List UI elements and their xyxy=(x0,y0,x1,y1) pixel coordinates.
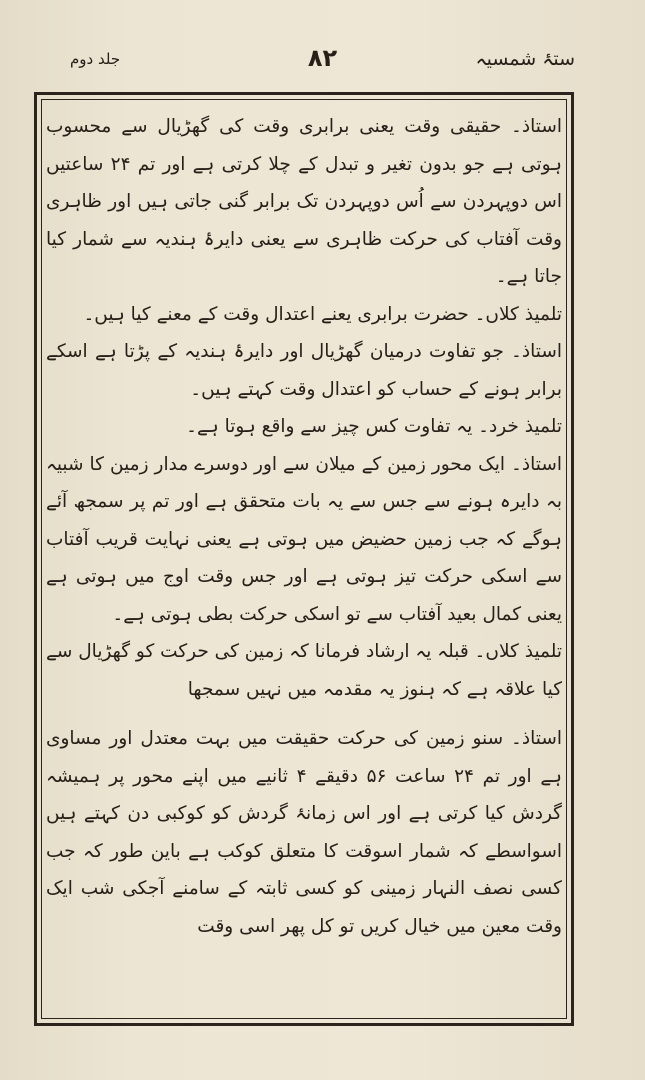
page-number: ۸۲ xyxy=(307,44,338,72)
paragraph-ustad-1: استاذ۔ حقیقی وقت یعنی برابری وقت کی گھڑیال سے محسوب ہوتی ہے جو بدون تغیر و تبدل کے چلا کرتی ہے اور تم ۲۴ ساعتیں اس دوپہردن سے اُس دوپہردن تک برابر گنی جاتی ہیں اور ظاہری وقت آفتاب کی حرکت ظاہری سے یعنی دایرۂ ہندیہ سے شمار کیا جاتا ہے۔ xyxy=(46,116,562,287)
page-header xyxy=(40,44,605,88)
paragraph-ustad-4: استاذ۔ سنو زمین کی حرکت حقیقت میں بہت معتدل اور مساوی ہے اور تم ۲۴ ساعت ۵۶ دقیقے ۴ ثانیے میں اپنے محور پر ہمیشہ گردش کیا کرتی ہے اور اس زمانۂ گردش کو کوکبی دن کہتے ہیں اسواسطے کہ شمار اسوقت کا متعلق کوکب ہے باین طور کہ جب کسی نصف النہار زمینی کو کسی ثابتہ کے سامنے آجکی شب ایک وقت معین میں خیال کریں تو کل پھر اسی وقت xyxy=(46,728,562,937)
paragraph-talmeez-kalan-1: تلمیذ کلاں۔ حضرت برابری یعنے اعتدال وقت کے معنے کیا ہیں۔ xyxy=(83,303,562,325)
paragraph-ustad-2: استاذ۔ جو تفاوت درمیان گھڑیال اور دایرۂ ہندیہ کے پڑتا ہے اسکے برابر ہونے کے حساب کو اعتدال وقت کہتے ہیں۔ xyxy=(46,341,562,400)
volume-label: جلد دوم xyxy=(70,50,121,68)
running-title: ستۂ شمسیہ xyxy=(475,48,575,70)
paragraph-ustad-3: استاذ۔ ایک محور زمین کے میلان سے اور دوسرے مدار زمین کا شبیہ بہ دایرہ ہونے سے جس سے یہ بات متحقق ہے اور تم پر سمجھ آئے ہوگے کہ جب زمین حضیض میں ہوتی ہے یعنی نہایت قریب آفتاب سے اسکی حرکت تیز ہوتی ہے اور جس وقت اوج میں ہوتی ہے یعنی کمال بعید آفتاب سے تو اسکی حرکت بطی ہوتی ہے۔ xyxy=(46,453,562,625)
paragraph-talmeez-kalan-2: تلمیذ کلاں۔ قبلہ یہ ارشاد فرمانا کہ زمین کی حرکت کو گھڑیال سے کیا علاقہ ہے کہ ہنوز یہ مقدمہ میں نہیں سمجھا xyxy=(46,641,562,700)
paragraph-talmeez-khurd: تلمیذ خرد۔ یہ تفاوت کس چیز سے واقع ہوتا ہے۔ xyxy=(186,416,562,437)
page-body xyxy=(46,108,562,1013)
